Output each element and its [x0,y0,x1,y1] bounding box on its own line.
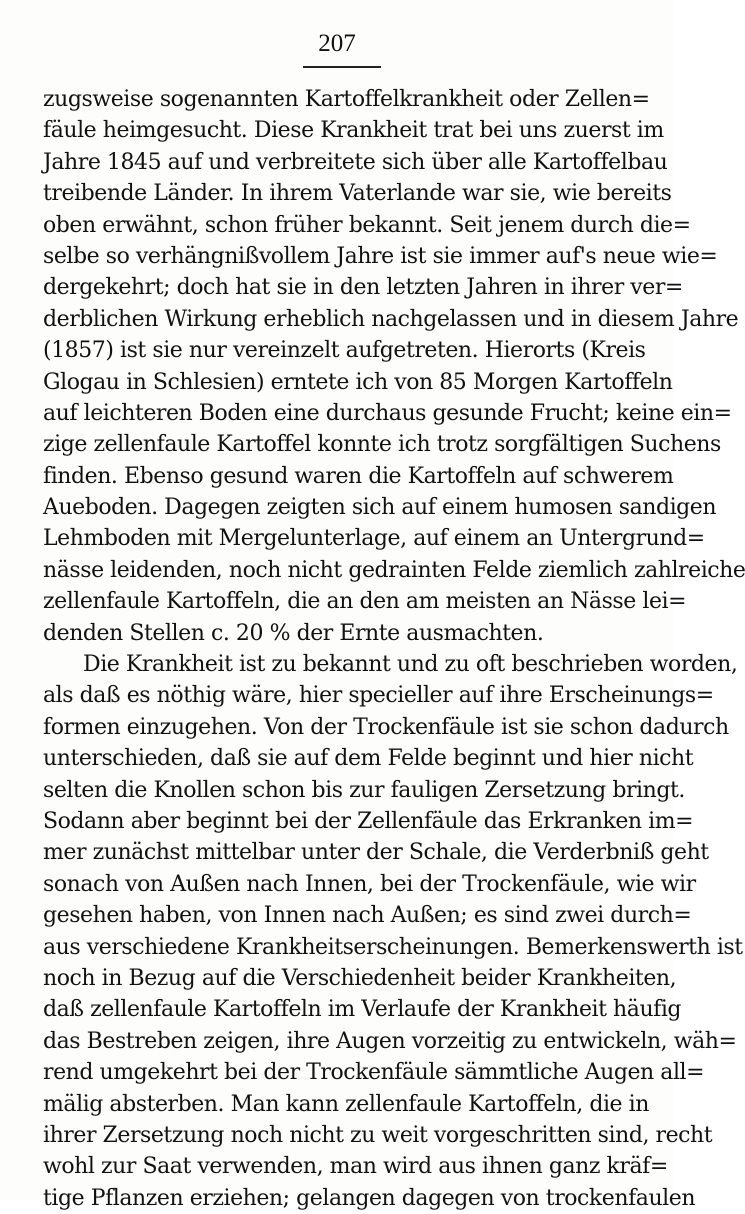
text-line: daß zellenfaule Kartoffeln im Verlaufe der Krankheit häufig [43,997,682,1023]
text-line: zugsweise sogenannten Kartoffelkrankheit oder Zellen= [43,87,650,112]
text-line: rend umgekehrt bei der Trockenfäule sämmtliche Augen all= [43,1060,705,1086]
text-line: selbe so verhängnißvollem Jahre ist sie immer auf's neue wie= [43,243,718,269]
text-line: Jahre 1845 auf und verbreitete sich über alle Kartoffelbau [43,149,668,175]
page-number: 207 [318,30,356,57]
text-line: noch in Bezug auf die Verschiedenheit beider Krankheiten, [43,965,677,991]
text-line: Sodann aber beginnt bei der Zellenfäule das Erkranken im= [43,808,694,834]
text-line: treibende Länder. In ihrem Vaterlande war sie, wie bereits [43,181,672,207]
text-line: ihrer Zersetzung noch nicht zu weit vorgeschritten sind, recht [43,1122,713,1148]
text-line: mer zunächst mittelbar unter der Schale, die Verderbniß geht [43,840,709,866]
text-line: als daß es nöthig wäre, hier specieller auf ihre Erscheinungs= [43,683,714,709]
text-line: Aueboden. Dagegen zeigten sich auf einem humosen sandigen [43,495,717,521]
body-text [43,84,745,1214]
text-line: nässe leidenden, noch nicht gedrainten Felde ziemlich zahlreiche [43,557,745,583]
page-number-rule [303,66,381,68]
text-line: selten die Knollen schon bis zur fauligen Zersetzung bringt. [43,777,685,803]
text-line: mälig absterben. Man kann zellenfaule Kartoffeln, die in [43,1091,649,1117]
text-line: zellenfaule Kartoffeln, die an den am meisten an Nässe lei= [43,589,687,615]
text-line: aus verschiedene Krankheitserscheinungen. Bemerkenswerth ist [43,934,743,960]
text-line: formen einzugehen. Von der Trockenfäule ist sie schon dadurch [43,714,729,740]
text-line: fäule heimgesucht. Diese Krankheit trat bei uns zuerst im [43,118,664,144]
text-line: Glogau in Schlesien) erntete ich von 85 Morgen Kartoffeln [43,369,673,395]
text-line: auf leichteren Boden eine durchaus gesunde Frucht; keine ein= [43,400,732,426]
text-line: Lehmboden mit Mergelunterlage, auf einem an Untergrund= [43,526,705,552]
text-line: finden. Ebenso gesund waren die Kartoffeln auf schwerem [43,463,674,489]
text-line: das Bestreben zeigen, ihre Augen vorzeitig zu entwickeln, wäh= [43,1028,737,1054]
text-line: derblichen Wirkung erheblich nachgelassen und in diesem Jahre [43,306,739,332]
text-line: dergekehrt; doch hat sie in den letzten Jahren in ihrer ver= [43,275,683,301]
text-line: sonach von Außen nach Innen, bei der Trockenfäule, wie wir [43,871,696,897]
text-line: oben erwähnt, schon früher bekannt. Seit jenem durch die= [43,212,691,238]
text-line: (1857) ist sie nur vereinzelt aufgetreten. Hierorts (Kreis [43,338,646,364]
text-line: wohl zur Saat verwenden, man wird aus ihnen ganz kräf= [43,1154,668,1180]
paragraph-end-line: denden Stellen c. 20 % der Ernte ausmachten. [43,620,544,646]
text-line: unterschieden, daß sie auf dem Felde beginnt und hier nicht [43,746,694,772]
text-line: gesehen haben, von Innen nach Außen; es sind zwei durch= [43,903,692,929]
text-line: zige zellenfaule Kartoffel konnte ich trotz sorgfältigen Suchens [43,432,721,458]
text-line: tige Pflanzen erziehen; gelangen dagegen von trockenfaulen [43,1185,696,1211]
paragraph-start-line: Die Krankheit ist zu bekannt und zu oft beschrieben worden, [83,652,738,678]
